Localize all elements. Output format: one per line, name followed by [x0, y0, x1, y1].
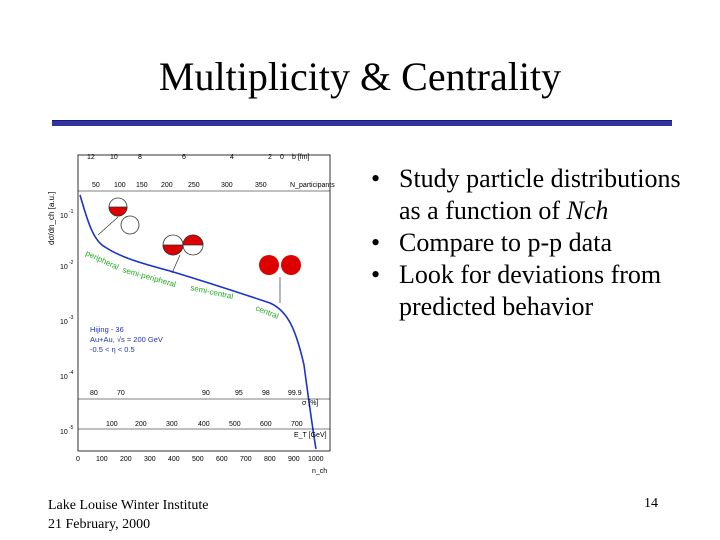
footer-event: Lake Louise Winter Institute	[48, 498, 209, 513]
y-tick-exp: -4	[69, 370, 74, 376]
bullet-dot-icon: •	[371, 260, 381, 289]
npart-tick: 150	[136, 182, 148, 189]
b-tick: 4	[230, 154, 234, 161]
y-tick-base: 10	[60, 374, 68, 381]
nch-tick: 800	[264, 456, 276, 463]
npart-tick: 250	[188, 182, 200, 189]
nucleus-central	[259, 255, 301, 275]
sigma-tick: 90	[202, 390, 210, 397]
b-unit-label: b [fm]	[292, 154, 310, 161]
et-tick: 400	[198, 421, 210, 428]
region-peripheral: peripheral	[84, 248, 121, 272]
b-tick: 0	[280, 154, 284, 161]
sigma-tick: 95	[235, 390, 243, 397]
nch-tick: 600	[216, 456, 228, 463]
multiplicity-figure	[40, 145, 345, 485]
y-tick-exp: -2	[69, 260, 74, 266]
region-semi-central: semi-central	[189, 283, 235, 302]
title-divider	[52, 120, 672, 126]
npart-tick: 100	[114, 182, 126, 189]
nch-tick: 500	[192, 456, 204, 463]
sigma-tick: 70	[117, 390, 125, 397]
et-tick: 700	[291, 421, 303, 428]
region-central: central	[254, 303, 280, 321]
npart-tick: 300	[221, 182, 233, 189]
y-axis-label: dσ/dn_ch [a.u.]	[47, 191, 56, 245]
bullet-text: Compare to p-p data	[399, 228, 612, 257]
y-tick-exp: -5	[69, 425, 74, 431]
nch-tick: 0	[76, 456, 80, 463]
bullet-dot-icon: •	[371, 164, 381, 193]
y-tick-base: 10	[60, 319, 68, 326]
b-tick: 8	[138, 154, 142, 161]
legend-line: -0.5 < η < 0.5	[90, 345, 135, 354]
bullet-text: Study particle distributions as a function of	[399, 164, 681, 225]
npart-tick: 200	[161, 182, 173, 189]
npart-tick: 350	[255, 182, 267, 189]
legend-line: Hijing - 36	[90, 325, 124, 334]
sigma-tick: 98	[262, 390, 270, 397]
b-tick: 12	[87, 154, 95, 161]
b-tick: 10	[110, 154, 118, 161]
y-tick-base: 10	[60, 429, 68, 436]
region-semi-peripheral: semi-peripheral	[121, 265, 177, 290]
footer	[48, 496, 209, 534]
npart-tick: 50	[92, 182, 100, 189]
nch-tick: 400	[168, 456, 180, 463]
y-tick-base: 10	[60, 213, 68, 220]
et-tick: 200	[135, 421, 147, 428]
sigma-label: σ [%]	[302, 400, 319, 407]
nch-label: n_ch	[312, 468, 328, 475]
et-tick: 600	[260, 421, 272, 428]
y-tick-exp: -1	[69, 209, 74, 215]
nch-tick: 200	[120, 456, 132, 463]
sigma-tick: 99.9	[288, 390, 302, 397]
et-tick: 100	[106, 421, 118, 428]
et-tick: 500	[229, 421, 241, 428]
y-tick-exp: -3	[69, 315, 74, 321]
multiplicity-curve	[80, 195, 319, 449]
nch-tick: 300	[144, 456, 156, 463]
sigma-tick: 80	[90, 390, 98, 397]
nucleus-semi-peripheral	[163, 235, 203, 255]
npart-label: N_participants	[290, 182, 335, 189]
nch-tick: 700	[240, 456, 252, 463]
slide-title: Multiplicity & Centrality	[158, 54, 562, 99]
b-tick: 2	[268, 154, 272, 161]
et-tick: 300	[166, 421, 178, 428]
et-label: E_T [GeV]	[294, 432, 327, 439]
bullet-text: Look for deviations from predicted behavior	[399, 260, 662, 321]
footer-date: 21 February, 2000	[48, 517, 151, 532]
bullet-item	[365, 259, 705, 323]
bullet-item	[365, 227, 705, 259]
nch-tick: 100	[96, 456, 108, 463]
nucleus-peripheral	[109, 198, 139, 234]
bullet-item	[365, 163, 705, 227]
bullet-list	[365, 163, 705, 323]
bullet-dot-icon: •	[371, 228, 381, 257]
legend-line: Au+Au, √s = 200 GeV	[90, 335, 163, 344]
nch-tick: 900	[288, 456, 300, 463]
bullet-emphasis: Nch	[566, 196, 609, 225]
y-tick-base: 10	[60, 264, 68, 271]
b-tick: 6	[182, 154, 186, 161]
nch-tick: 1000	[308, 456, 324, 463]
page-number: 14	[644, 496, 658, 511]
